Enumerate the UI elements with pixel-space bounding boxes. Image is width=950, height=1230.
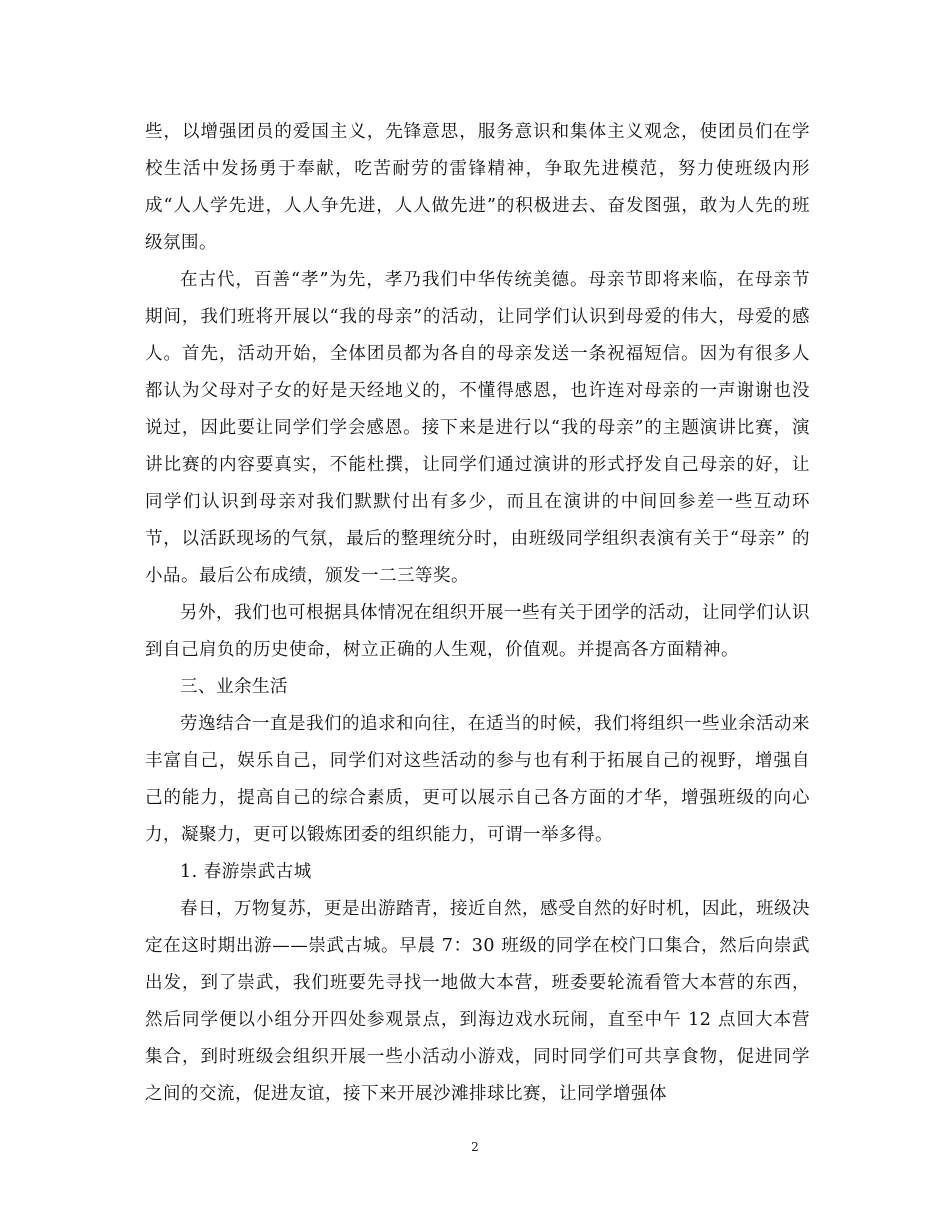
paragraph-continuation: 些，以增强团员的爱国主义，先锋意思，服务意识和集体主义观念，使团员们在学校生活中发扬勇于奉献，吃苦耐劳的雷锋精神，争取先进模范，努力使班级内形成“人人学先进，人人争先进，人人做先进”的积极进去、奋发图强，敢为人先的班级氛围。 — [145, 122, 810, 253]
paragraph-mothers-day: 在古代，百善“孝”为先，孝乃我们中华传统美德。母亲节即将来临，在母亲节期间，我们班将开展以“我的母亲”的活动，让同学们认识到母爱的伟大，母爱的感人。首先，活动开始，全体团员都为各自的母亲发送一条祝福短信。因为有很多人都认为父母对子女的好是天经地义的，不懂得感恩，也许连对母亲的一声谢谢也没说过，因此要让同学们学会感恩。接下来是进行以“我的母亲”的主题演讲比赛，演讲比赛的内容要真实，不能杜撰，让同学们通过演讲的形式抒发自己母亲的好，让同学们认识到母亲对我们默默付出有多少，而且在演讲的中间回参差一些互动环节，以活跃现场的气氛，最后的整理统分时，由班级同学组织表演有关于“母亲” 的小品。最后公布成绩，颁发一二三等奖。 — [145, 270, 810, 586]
section-heading-leisure: 三、业余生活 — [180, 677, 288, 697]
page-number: 2 — [471, 1140, 479, 1154]
document-body — [145, 114, 810, 1113]
paragraph-other-activities: 另外，我们也可根据具体情况在组织开展一些有关于团学的活动，让同学们认识到自己肩负的历史使命，树立正确的人生观，价值观。并提高各方面精神。 — [145, 603, 810, 660]
paragraph-leisure: 劳逸结合一直是我们的追求和向往，在适当的时候，我们将组织一些业余活动来丰富自己，娱乐自己，同学们对这些活动的参与也有利于拓展自己的视野，增强自己的能力，提高自己的综合素质，更可以展示自己各方面的才华，增强班级的向心力，凝聚力，更可以锻炼团委的组织能力，可谓一举多得。 — [145, 714, 810, 845]
subheading-spring-outing: 1. 春游崇武古城 — [180, 862, 312, 882]
paragraph-spring-outing: 春日，万物复苏，更是出游踏青，接近自然，感受自然的好时机，因此，班级决定在这时期出游——崇武古城。早晨 7：30 班级的同学在校门口集合，然后向崇武出发，到了崇武，我们班要先寻找一地做大本营，班委要轮流看管大本营的东西，然后同学便以小组分开四处参观景点，到海边戏水玩闹，直至中午 12 点回大本营集合，到时班级会组织开展一些小活动小游戏，同时同学们可共享食物，促进同学之间的交流，促进友谊，接下来开展沙滩排球比赛，让同学增强体 — [145, 899, 810, 1104]
